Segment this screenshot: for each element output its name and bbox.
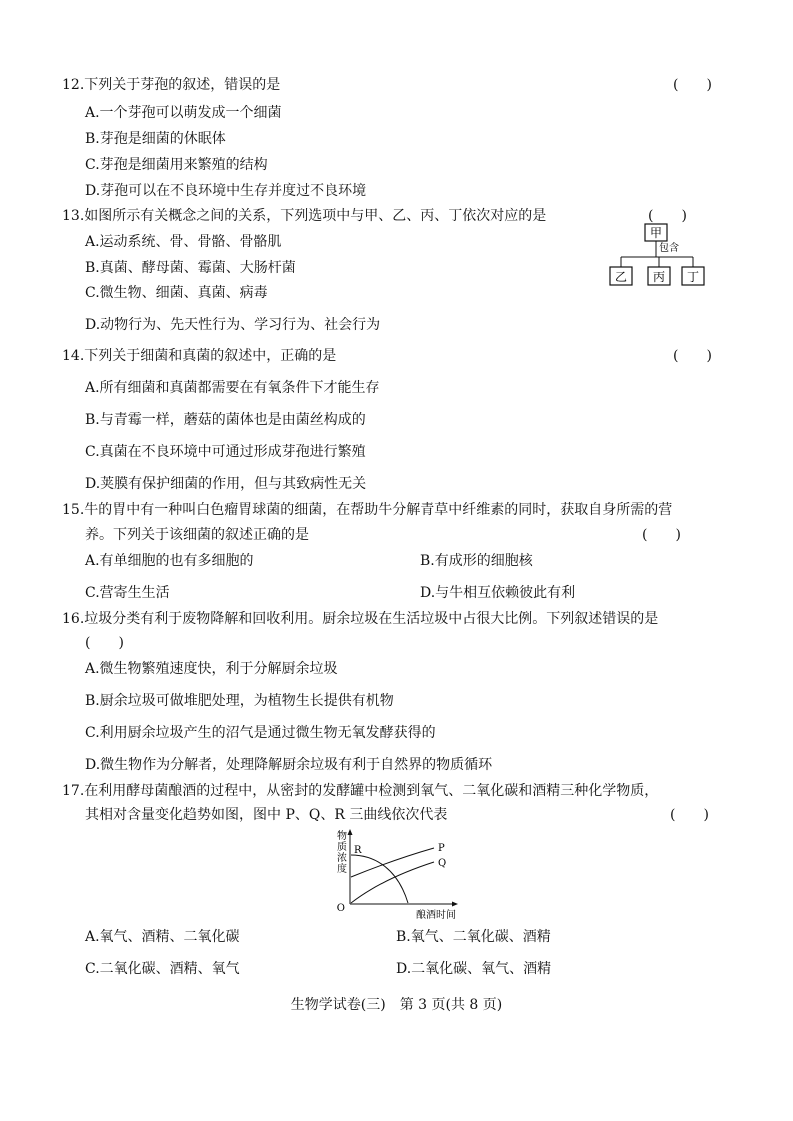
q12-stem: 12.下列关于芽孢的叙述，错误的是 (62, 77, 281, 93)
y-axis-label-4: 度 (337, 864, 347, 875)
q16-option-a: A.微生物繁殖速度快，利于分解厨余垃圾 (85, 661, 338, 677)
q14-option-d: D.荚膜有保护细菌的作用，但与其致病性无关 (85, 476, 367, 492)
y-axis-label-1: 物 (337, 831, 347, 842)
diagram-child-1: 乙 (614, 270, 628, 284)
diagram-child-3: 丁 (686, 270, 700, 284)
q17-stem-line1: 17.在利用酵母菌酿酒的过程中，从密封的发酵罐中检测到氧气、二氧化碳和酒精三种化学物质， (62, 783, 659, 799)
q15-option-d: D.与牛相互依赖彼此有利 (420, 585, 576, 601)
q17-answer-bracket: ( ) (670, 807, 709, 823)
q16-option-b: B.厨余垃圾可做堆肥处理，为植物生长提供有机物 (85, 693, 394, 709)
q15-answer-bracket: ( ) (642, 527, 681, 543)
q17-stem-line2: 其相对含量变化趋势如图，图中 P、Q、R 三曲线依次代表 (85, 807, 448, 823)
q13-option-c: C.微生物、细菌、真菌、病毒 (85, 285, 268, 301)
q12-option-d: D.芽孢可以在不良环境中生存并度过不良环境 (85, 183, 367, 199)
curve-r (351, 855, 408, 903)
q17-option-d: D.二氧化碳、氧气、酒精 (396, 961, 552, 977)
q13-option-a: A.运动系统、骨、骨骼、骨骼肌 (85, 234, 282, 250)
x-axis-label: 酿酒时间 (416, 910, 456, 921)
q14-option-b: B.与青霉一样，蘑菇的菌体也是由菌丝构成的 (85, 412, 366, 428)
q16-option-c: C.利用厨余垃圾产生的沼气是通过微生物无氧发酵获得的 (85, 725, 436, 741)
diagram-top-label: 甲 (649, 226, 663, 240)
diagram-child-2: 丙 (652, 270, 666, 284)
q14-option-c: C.真菌在不良环境中可通过形成芽孢进行繁殖 (85, 444, 366, 460)
q14-option-a: A.所有细菌和真菌都需要在有氧条件下才能生存 (85, 380, 380, 396)
q12-option-b: B.芽孢是细菌的休眠体 (85, 131, 226, 147)
origin-label: O (336, 903, 345, 914)
q16-answer-bracket: ( ) (85, 635, 124, 651)
q17-option-b: B.氧气、二氧化碳、酒精 (396, 929, 551, 945)
page-footer: 生物学试卷(三) 第 3 页(共 8 页) (290, 997, 503, 1013)
q14-stem: 14.下列关于细菌和真菌的叙述中，正确的是 (62, 348, 337, 364)
q12-option-a: A.一个芽孢可以萌发成一个细菌 (85, 105, 282, 121)
curve-q-label: Q (438, 858, 447, 869)
q15-stem-line2: 养。下列关于该细菌的叙述正确的是 (85, 527, 309, 543)
diagram-relation-label: 包含 (659, 243, 679, 254)
concept-diagram (600, 218, 720, 290)
curve-p (351, 848, 434, 877)
q13-option-d: D.动物行为、先天性行为、学习行为、社会行为 (85, 317, 381, 333)
q15-option-a: A.有单细胞的也有多细胞的 (85, 553, 254, 569)
q13-stem: 13.如图所示有关概念之间的关系，下列选项中与甲、乙、丙、丁依次对应的是 (62, 208, 547, 224)
q15-option-c: C.营寄生生活 (85, 585, 170, 601)
curve-r-label: R (354, 845, 362, 856)
concentration-graph (328, 826, 463, 922)
y-axis-label-3: 浓 (337, 853, 347, 864)
q17-option-c: C.二氧化碳、酒精、氧气 (85, 961, 240, 977)
q12-answer-bracket: ( ) (673, 77, 712, 93)
q14-answer-bracket: ( ) (673, 348, 712, 364)
q16-option-d: D.微生物作为分解者，处理降解厨余垃圾有利于自然界的物质循环 (85, 757, 493, 773)
q16-stem: 16.垃圾分类有利于废物降解和回收利用。厨余垃圾在生活垃圾中占很大比例。下列叙述错误的是 (62, 611, 659, 627)
q17-option-a: A.氧气、酒精、二氧化碳 (85, 929, 240, 945)
curve-q (351, 862, 434, 903)
q15-stem-line1: 15.牛的胃中有一种叫白色瘤胃球菌的细菌，在帮助牛分解青草中纤维素的同时，获取自身所需的营 (62, 502, 673, 518)
q13-option-b: B.真菌、酵母菌、霉菌、大肠杆菌 (85, 260, 296, 276)
q12-option-c: C.芽孢是细菌用来繁殖的结构 (85, 157, 268, 173)
curve-p-label: P (438, 843, 445, 854)
q13-answer-bracket: ( ) (648, 208, 687, 224)
y-axis-label-2: 质 (337, 842, 347, 853)
q15-option-b: B.有成形的细胞核 (420, 553, 533, 569)
